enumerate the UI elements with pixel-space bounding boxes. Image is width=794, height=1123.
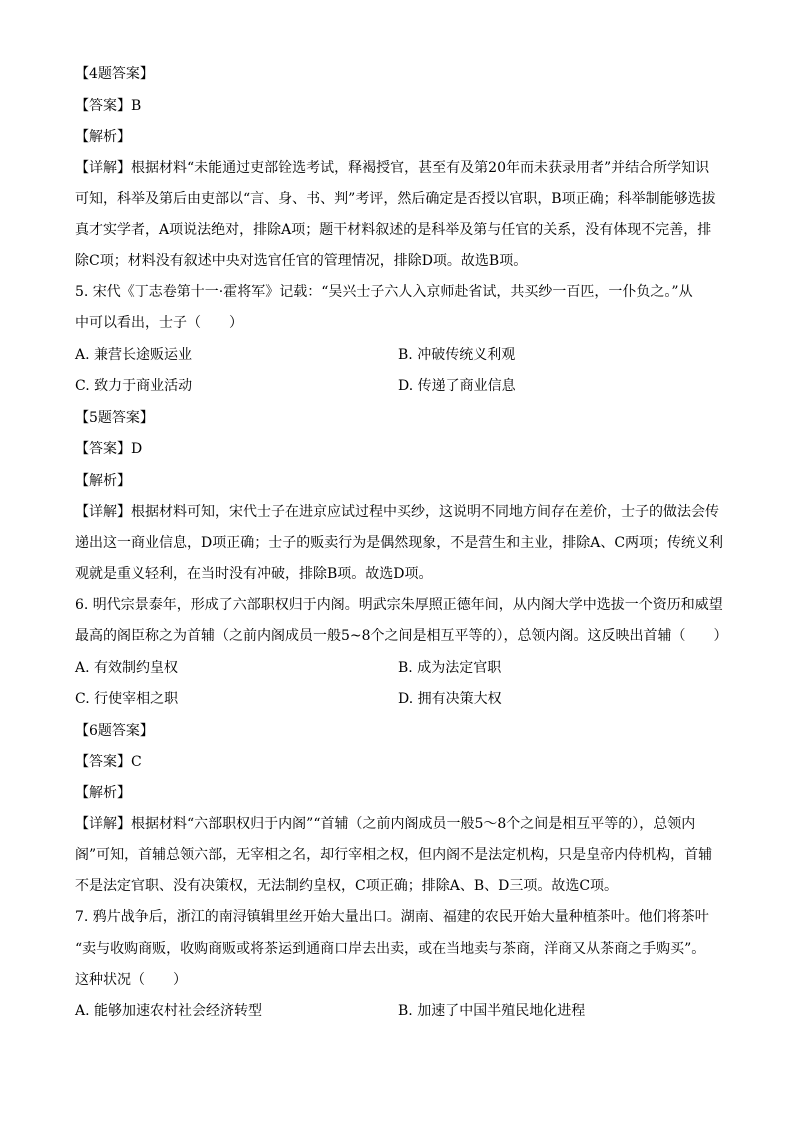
q6-option-c: C. 行使宰相之职 [75, 691, 179, 707]
q5-analysis-label: 【解析】 [75, 473, 131, 489]
q5-stem-line: 中可以看出，士子（ ） [75, 315, 243, 331]
q6-option-b: B. 成为法定官职 [398, 660, 502, 676]
q5-option-b: B. 冲破传统义利观 [398, 347, 516, 363]
q7-stem-line: “卖与收购商贩，收购商贩或将茶运到通商口岸去出卖，或在当地卖与茶商，洋商又从茶商之手购买”。 [75, 941, 706, 957]
q6-stem-line: 最高的阁臣称之为首辅（之前内阁成员一般5~8个之间是相互平等的），总领内阁。这反映出首辅（ ） [75, 628, 728, 644]
q6-option-d: D. 拥有决策大权 [398, 691, 502, 707]
q5-detail-line: 递出这一商业信息，D项正确；士子的贩卖行为是偶然现象，不是营生和主业，排除A、C两项；传统义利 [75, 535, 724, 551]
q4-answer: 【答案】B [75, 98, 142, 114]
q4-detail-line: 【详解】根据材料“未能通过吏部铨选考试，释褐授官，甚至有及第20年而未获录用者”并结合所学知识 [75, 160, 710, 176]
q4-detail-line: 除C项；材料没有叙述中央对选官任官的管理情况，排除D项。故选B项。 [75, 253, 528, 269]
q5-option-d: D. 传递了商业信息 [398, 378, 516, 394]
q7-option-a: A. 能够加速农村社会经济转型 [75, 1003, 263, 1019]
q5-option-c: C. 致力于商业活动 [75, 378, 193, 394]
q5-option-a: A. 兼营长途贩运业 [75, 347, 193, 363]
q7-stem-line: 7. 鸦片战争后，浙江的南浔镇辑里丝开始大量出口。湖南、福建的农民开始大量种植茶叶。他们将茶叶 [75, 909, 709, 925]
q6-option-a: A. 有效制约皇权 [75, 660, 179, 676]
q7-option-b: B. 加速了中国半殖民地化进程 [398, 1003, 586, 1019]
q6-stem-line: 6. 明代宗景泰年，形成了六部职权归于内阁。明武宗朱厚照正德年间，从内阁大学中选拔一个资历和威望 [75, 597, 723, 613]
q4-analysis-label: 【解析】 [75, 129, 131, 145]
q5-answer-heading: 【5题答案】 [75, 410, 154, 426]
q5-detail-line: 【详解】根据材料可知，宋代士子在进京应试过程中买纱，这说明不同地方间存在差价，士子的做法会传 [75, 504, 719, 520]
q4-detail-line: 可知，科举及第后由吏部以“言、身、书、判”考评，然后确定是否授以官职，B项正确；科举制能够选拔 [75, 191, 716, 207]
q6-analysis-label: 【解析】 [75, 785, 131, 801]
q6-detail-line: 【详解】根据材料“六部职权归于内阁”“首辅（之前内阁成员一般5～8个之间是相互平等的），总领内 [75, 816, 696, 832]
q6-answer-heading: 【6题答案】 [75, 723, 154, 739]
q6-answer: 【答案】C [75, 754, 142, 770]
q5-stem-line: 5. 宋代《丁志卷第十一·霍将军》记载：“吴兴士子六人入京师赴省试，共买纱一百匹，一仆负之。”从 [75, 284, 693, 300]
q7-stem-line: 这种状况（ ） [75, 972, 187, 988]
q4-detail-line: 真才实学者，A项说法绝对，排除A项；题干材料叙述的是科举及第与任官的关系，没有体现不完善，排 [75, 222, 712, 238]
q5-answer: 【答案】D [75, 441, 143, 457]
q6-detail-line: 不是法定官职、没有决策权，无法制约皇权，C项正确；排除A、B、D三项。故选C项。 [75, 878, 619, 894]
q4-answer-heading: 【4题答案】 [75, 66, 154, 82]
q5-detail-line: 观就是重义轻利，在当时没有冲破，排除B项。故选D项。 [75, 566, 433, 582]
q6-detail-line: 阁”可知，首辅总领六部，无宰相之名，却行宰相之权，但内阁不是法定机构，只是皇帝内侍机构，首辅 [75, 847, 713, 863]
